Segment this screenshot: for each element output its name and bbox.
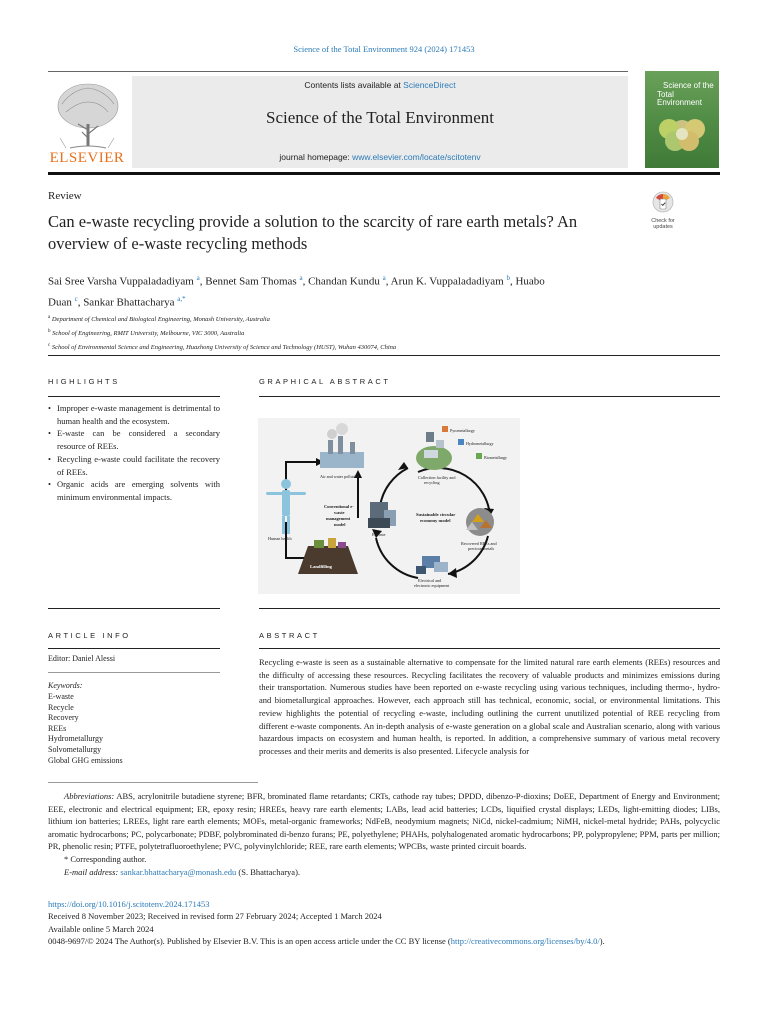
masthead-bottom-rule: [48, 172, 720, 175]
elsevier-wordmark: ELSEVIER: [49, 150, 125, 166]
ga-recovered-label-1: Recovered REEs and: [461, 541, 497, 546]
author-separator: ,: [199, 275, 206, 288]
ga-circ-label-2: economy model: [420, 518, 451, 523]
keyword-item[interactable]: Solvometallurgy: [48, 744, 102, 754]
author-email-link[interactable]: sankar.bhattacharya@monash.edu: [120, 866, 237, 877]
editor-line: Editor: Daniel Alessi: [48, 654, 116, 663]
check-for-updates-badge[interactable]: [648, 191, 678, 230]
author-affiliation-marker[interactable]: b: [506, 274, 510, 282]
footnote-rule: [48, 782, 258, 783]
article-type: Review: [48, 190, 82, 202]
graphical-abstract-figure[interactable]: [258, 418, 520, 594]
author-list: [48, 270, 568, 311]
abbreviations-footnote: [48, 790, 720, 853]
keywords-label: Keywords:: [48, 681, 83, 690]
author-name[interactable]: Huabo Duan: [48, 275, 545, 309]
highlight-item: • Organic acids are emerging solvents with minimum environmental impacts.: [48, 478, 220, 503]
email-label: E-mail address:: [64, 866, 119, 877]
author-affiliation-marker[interactable]: c: [74, 294, 78, 303]
footnotes: [48, 790, 720, 878]
ga-air-water-label: Air and water pollution: [320, 474, 360, 479]
ga-human-health-label: Human health: [268, 536, 292, 541]
highlights-rule-bottom: [48, 608, 220, 609]
graphical-abstract-rule-bottom: [259, 608, 720, 609]
author-affiliation-marker[interactable]: a: [299, 274, 303, 282]
affiliation-marker: a: [48, 315, 51, 320]
corresponding-author-text: Corresponding author.: [70, 853, 147, 864]
received-dates: Received 8 November 2023; Received in revised form 27 February 2024; Accepted 1 March 2024: [48, 911, 382, 922]
abbreviations-text: ABS, acrylonitrile butadiene styrene; BFR, brominated flame retardants; CRTs, cathode ray tubes; DPDD, dibenzo-P-dioxins; DoEE, Department of Energy and Environment; EEE, electronic and electrical equipment; ER, epoxy resin; HREEs, heavy rare earth elements; LABs, lead acid batteries; LCDs, liquified crystal displays; LEDs, light-emitting diodes; LIBs, lithium ion batteries; LREEs, light rare earth elements; MOFs, metal-organic frameworks; NdFeB, neodymium magnets; NiCd, nickel-cadmium; NiMH, nickel-metal hydride; PAHs, polycyclic aromatic hydrocarbons; PC, polycarbonate; PDBF, polybrominated di-benzo furans; PE, polyethylene; PHAHs, polyhalogenated aromatic hydrocarbons; PP, polypropylene; PPM, parts per million; PR, phenolic resin; PTFE, polytetrafluoroethylene; PVC, polyvinylchloride; REE, rare earth elements; WPCBs, waste printed circuit boards.: [48, 791, 720, 852]
author-separator: ,: [509, 275, 516, 288]
highlights-list: [48, 402, 220, 504]
highlight-item: • Recycling e-waste could facilitate the recovery of REEs.: [48, 453, 220, 478]
editor-rule: [48, 672, 220, 673]
crossmark-icon: [652, 191, 674, 213]
license-line: [48, 935, 728, 947]
ga-conv-label-2: waste: [334, 510, 345, 515]
ga-landfilling-label: Landfilling: [310, 564, 332, 569]
license-suffix: ).: [599, 936, 605, 947]
highlight-item: • E-waste can be considered a secondary resource of REEs.: [48, 427, 220, 452]
author-name[interactable]: Sai Sree Varsha Vuppaladadiyam: [48, 275, 194, 288]
author-name[interactable]: Sankar Bhattacharya: [83, 296, 175, 309]
article-info-heading: ARTICLE INFO: [48, 631, 131, 640]
graphical-abstract-heading: GRAPHICAL ABSTRACT: [259, 377, 391, 386]
abstract-heading: ABSTRACT: [259, 631, 320, 640]
ga-conv-label-1: Conventional e-: [324, 504, 354, 509]
keyword-item[interactable]: Recovery: [48, 713, 79, 723]
highlights-rule-top: [48, 396, 220, 397]
header-divider: [48, 355, 720, 356]
author-affiliation-marker[interactable]: a: [382, 274, 386, 282]
affiliation-marker: c: [48, 343, 51, 349]
affiliations: [48, 312, 688, 354]
affiliation-line: [48, 312, 688, 326]
doi-link[interactable]: https://doi.org/10.1016/j.scitotenv.2024.171453: [48, 899, 210, 909]
ga-conv-label-3: management: [326, 516, 351, 521]
crossmark-label-1: Check for: [651, 218, 675, 224]
journal-cover-image[interactable]: [645, 71, 719, 168]
author-separator: ,: [77, 296, 84, 309]
ga-collection-label-2: recycling: [424, 480, 440, 485]
author-name[interactable]: Bennet Sam Thomas: [205, 275, 297, 288]
ga-bio-label: Biometallurgy: [484, 455, 508, 460]
ga-eee-label-2: electronic equipment: [414, 583, 450, 588]
ga-recovered-label-2: precious metals: [468, 546, 495, 551]
affiliation-text: School of Environmental Science and Engineering, Huazhong University of Science and Technology (HUST), Wuhan 430074, China: [51, 344, 397, 352]
ga-hydro-label: Hydrometallurgy: [466, 441, 494, 446]
available-online: Available online 5 March 2024: [48, 923, 154, 934]
homepage-line: [132, 152, 628, 162]
email-suffix: (S. Bhattacharya).: [236, 866, 301, 877]
article-info-rule: [48, 648, 220, 649]
keyword-item[interactable]: Hydrometallurgy: [48, 734, 103, 744]
ga-conv-label-4: model: [334, 522, 346, 527]
author-name[interactable]: Arun K. Vuppaladadiyam: [390, 275, 504, 288]
abstract-rule: [259, 648, 720, 649]
keyword-item[interactable]: Recycle: [48, 702, 74, 712]
corresponding-author-note: [48, 853, 720, 866]
article-title: Can e-waste recycling provide a solution to the scarcity of rare earth metals? An overview of e-waste recycling methods: [48, 212, 578, 253]
sciencedirect-link[interactable]: ScienceDirect: [403, 80, 456, 90]
publication-info: [48, 898, 728, 948]
ga-pyro-label: Pyrometallurgy: [450, 428, 475, 433]
cover-title-line1: Science of the: [663, 81, 714, 90]
highlight-item: • Improper e-waste management is detrimental to human health and the ecosystem.: [48, 402, 220, 427]
crossmark-label-2: updates: [653, 223, 673, 230]
contents-line: [132, 80, 628, 90]
affiliation-line: [48, 326, 688, 340]
license-prefix: 0048-9697/© 2024 The Author(s). Published by Elsevier B.V. This is an open access article under the CC BY license (: [48, 936, 451, 947]
keyword-item[interactable]: REEs: [48, 723, 67, 733]
author-affiliation-marker[interactable]: a: [196, 274, 200, 282]
masthead-top-rule: [48, 71, 628, 72]
ga-circ-label-1: Sustainable circular: [416, 512, 456, 517]
ga-eee-label-1: Electrical and: [418, 578, 442, 583]
contents-prefix: Contents lists available at: [304, 80, 404, 90]
homepage-prefix: journal homepage:: [279, 152, 353, 162]
author-affiliation-marker[interactable]: a,*: [177, 294, 186, 303]
ga-collection-label-1: Collection facility and: [418, 475, 456, 480]
asterisk-mark: *: [64, 853, 71, 864]
abstract-text: Recycling e-waste is seen as a sustainable alternative to compensate for the limited natural rare earth elements (REEs) resources and the difficulty of accessing these resources. Recycling facilitates the recovery of valuable products and minimizes emissions during their transportation. Numerous studies have been reported on e-waste recycling using various techniques, including thermo-, hydro- and biometallurgical approaches. However, each approach still has technical, economic, social, or environmental limitations. This review highlights the potential of recycling e-waste, including outlining the current unutilized potential of REE recycling from different e-waste components. An in-depth analysis of e-waste generation on a global scale and Australian scenario, along with various hazardous impacts on ecosystem and human health, is reported. In addition, a comprehensive summary of various metal recovery processes and their merits and demerits is also presented. Lifecycle analysis for: [259, 657, 720, 756]
journal-reference[interactable]: Science of the Total Environment 924 (2024) 171453: [293, 44, 475, 54]
license-link[interactable]: http://creativecommons.org/licenses/by/4.0/: [450, 936, 600, 947]
keywords-list: [48, 692, 123, 766]
highlights-heading: HIGHLIGHTS: [48, 377, 120, 386]
keyword-item[interactable]: Global GHG emissions: [48, 755, 123, 765]
email-line: [48, 866, 720, 879]
cover-flower-graphic: [645, 71, 719, 168]
author-separator: ,: [302, 275, 309, 288]
journal-title: Science of the Total Environment: [266, 108, 494, 127]
masthead-box: [132, 76, 628, 168]
abbreviations-label: Abbreviations:: [64, 791, 115, 801]
graphical-abstract-rule-top: [259, 396, 720, 397]
journal-homepage-link[interactable]: www.elsevier.com/locate/scitotenv: [352, 152, 481, 162]
affiliation-marker: b: [48, 329, 51, 335]
recovered-metals-icon: [466, 508, 494, 536]
affiliation-text: School of Engineering, RMIT University, Melbourne, VIC 3000, Australia: [52, 330, 245, 338]
affiliation-line: [48, 340, 688, 354]
cover-title-line2: Total Environment: [657, 90, 702, 107]
author-separator: ,: [385, 275, 391, 288]
keyword-item[interactable]: E-waste: [48, 692, 74, 701]
affiliation-text: Department of Chemical and Biological Engineering, Monash University, Australia: [51, 316, 270, 324]
author-name[interactable]: Chandan Kundu: [308, 275, 380, 288]
ga-ewaste-label: E-waste: [372, 532, 386, 537]
